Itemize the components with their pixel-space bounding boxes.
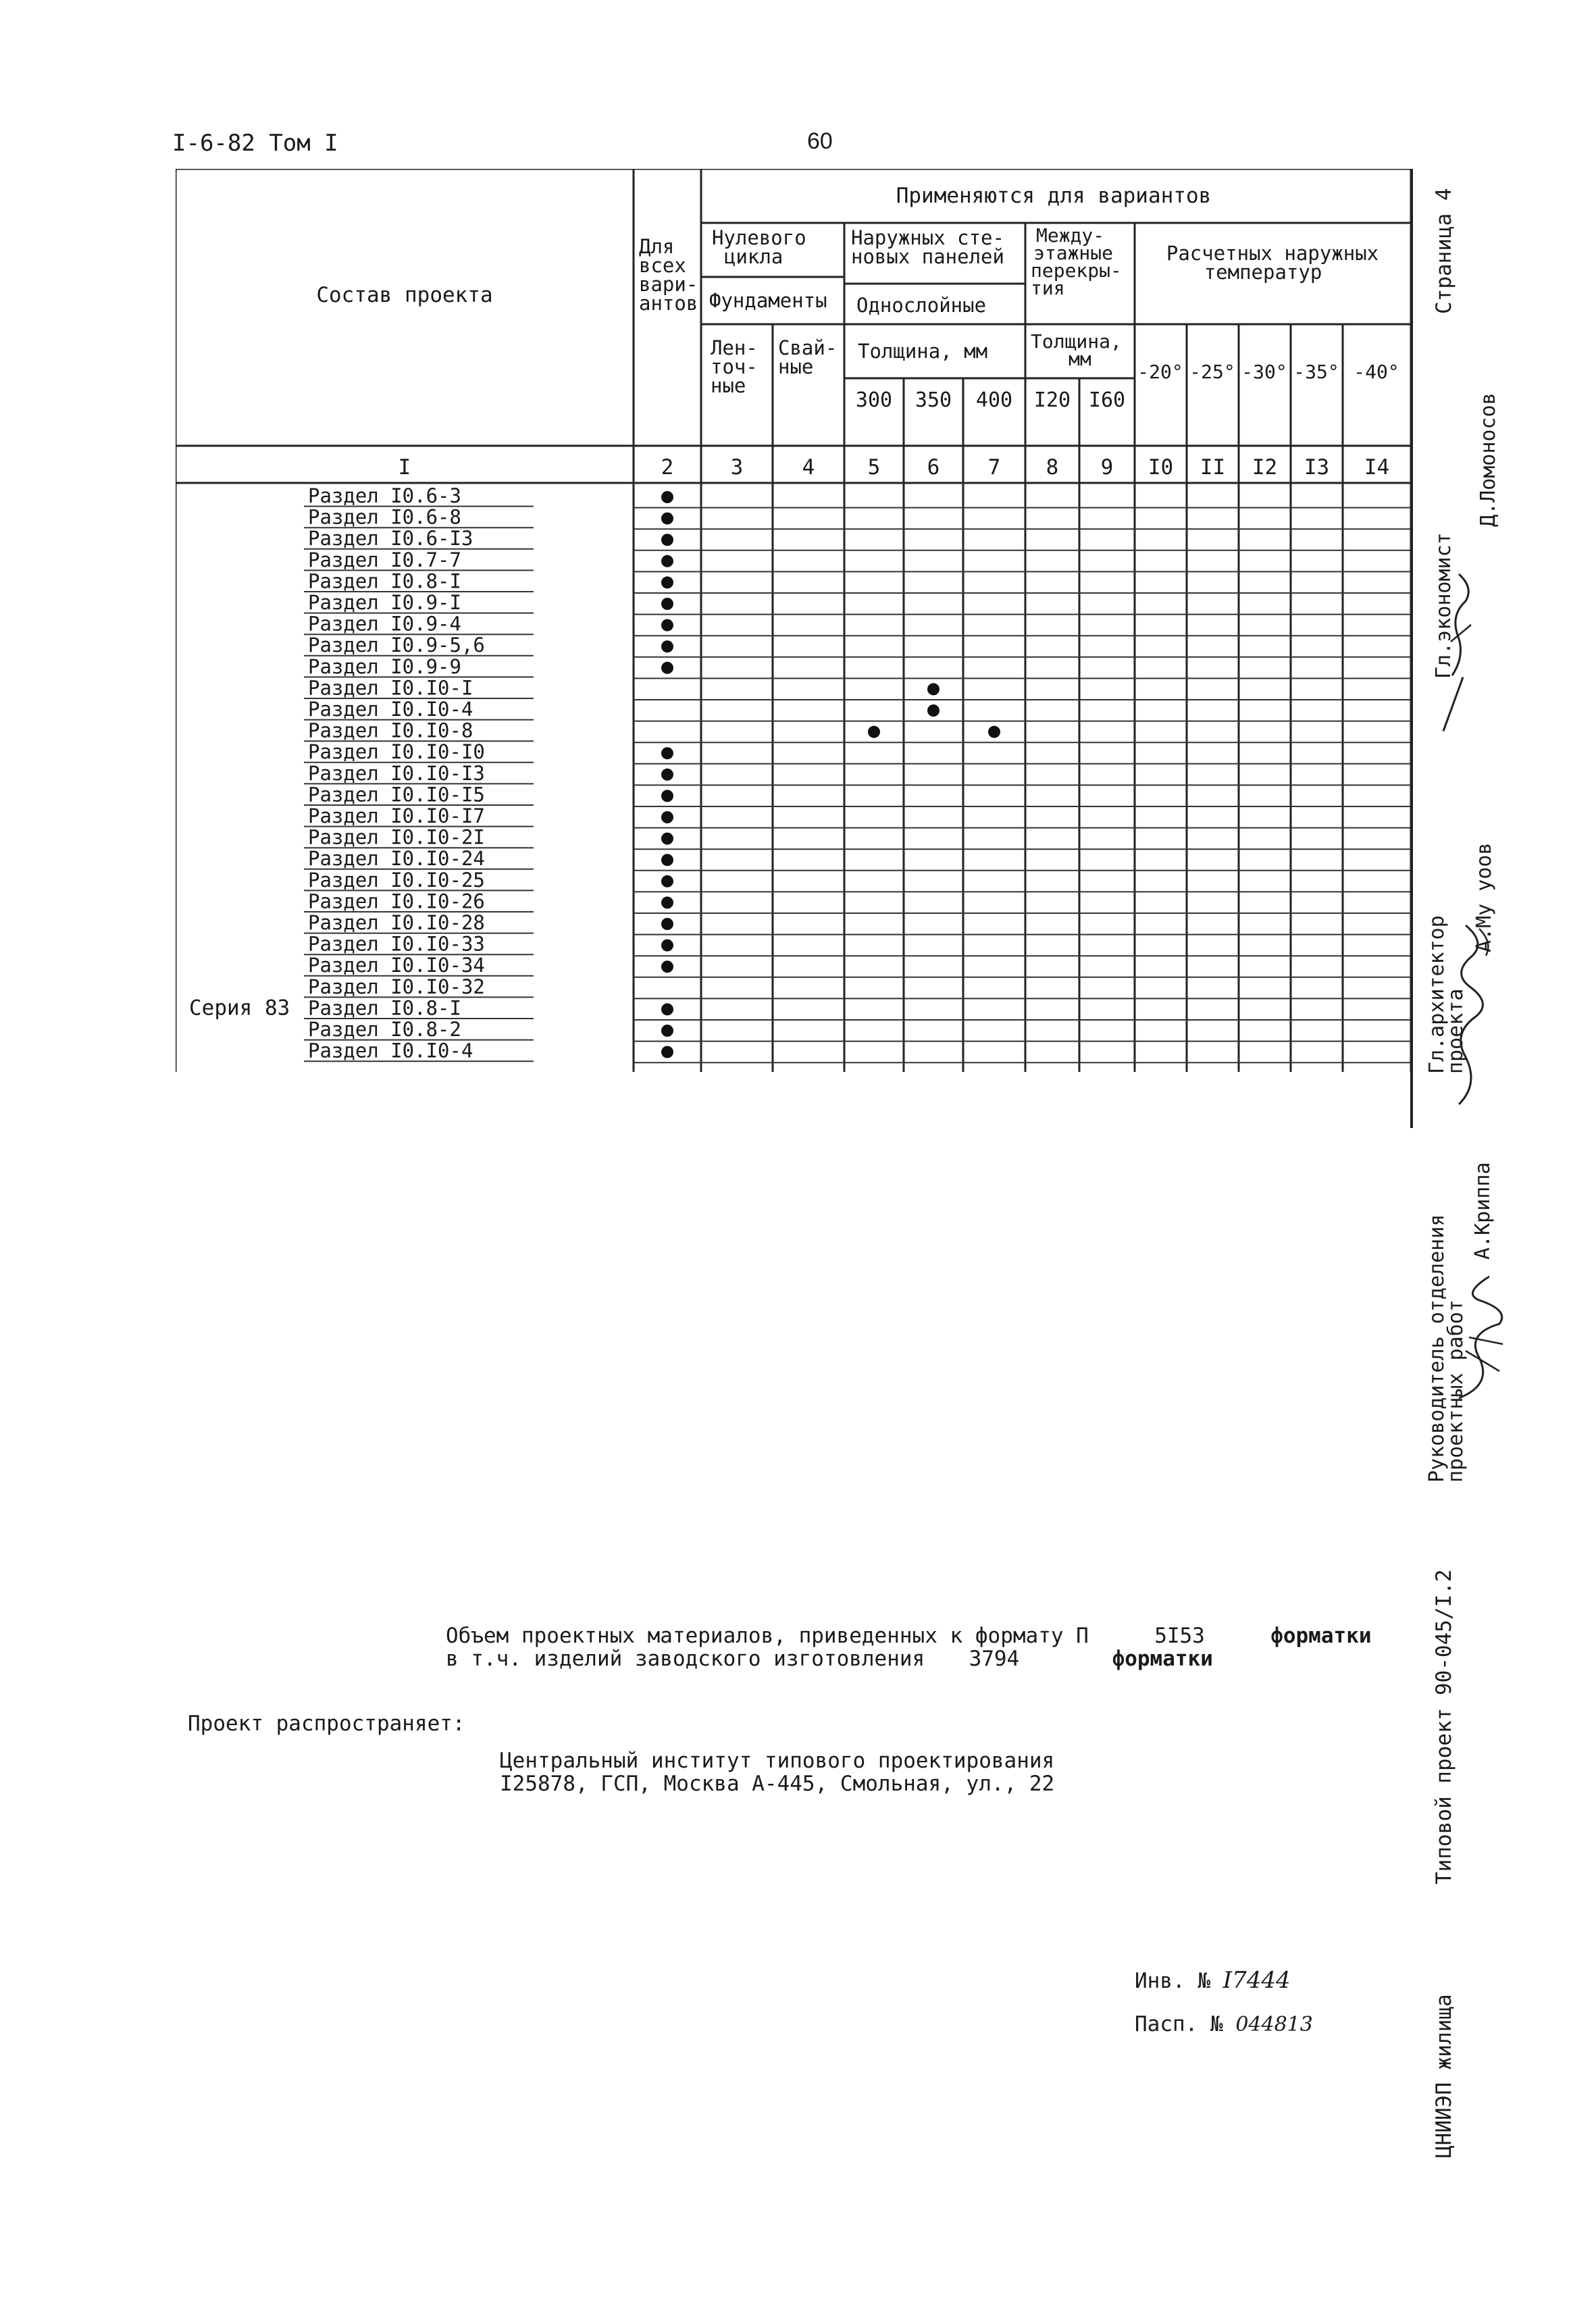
applicability-dot	[661, 918, 673, 930]
section-label: Раздел I0.I0-25	[308, 868, 485, 892]
document-code: I-6-82 Том I	[172, 130, 338, 157]
svg-text:мм: мм	[1069, 348, 1091, 370]
section-label: Раздел I0.8-I	[308, 569, 461, 593]
economist-name: Д.Ломоносов	[1476, 392, 1500, 527]
applied-for-header: Применяются для вариантов	[896, 184, 1212, 208]
svg-text:400: 400	[975, 388, 1013, 412]
volume-factory-unit: форматки	[1112, 1647, 1213, 1671]
column-number: I0	[1148, 455, 1174, 480]
row-marks	[661, 491, 1000, 1058]
applicability-dot	[927, 683, 939, 695]
project-number: Типовой проект 90-045/I.2	[1432, 1569, 1456, 1884]
column-number: 9	[1100, 455, 1114, 480]
floors-header	[1031, 224, 1122, 299]
applicability-dot	[661, 833, 673, 845]
section-label: Раздел I0.6-3	[308, 484, 461, 507]
economist-slash	[1443, 677, 1464, 731]
svg-text:Свай-: Свай-	[778, 336, 838, 359]
volume-total-unit: форматки	[1270, 1624, 1372, 1648]
applicability-dot	[661, 662, 673, 674]
distributor-line-1: Центральный институт типового проектирования	[500, 1749, 1055, 1773]
applicability-dot	[661, 875, 673, 888]
volume-total: 5I53	[1154, 1624, 1205, 1648]
outer-panels-header	[851, 226, 1004, 268]
strip-foundation-header	[711, 336, 758, 397]
svg-text:Толщина,: Толщина,	[1031, 330, 1122, 353]
volume-line-2: в т.ч. изделий заводского изготовления 3794 форматки	[446, 1647, 1213, 1671]
svg-text:-35°: -35°	[1293, 361, 1339, 383]
applicability-dot	[661, 619, 673, 632]
wall-thickness-values	[856, 388, 1012, 412]
svg-text:цикла: цикла	[724, 245, 783, 268]
section-label: Раздел I0.I0-24	[308, 847, 485, 871]
architect-name: А.Му уоов	[1472, 842, 1496, 952]
column-number: 4	[802, 455, 815, 480]
svg-text:-40°: -40°	[1354, 361, 1399, 383]
department-head-name: А.Криппа	[1471, 1162, 1495, 1260]
applicability-dot	[661, 1025, 673, 1037]
volume-factory: 3794	[969, 1647, 1020, 1671]
applicability-dot	[988, 726, 1000, 738]
economist-title: Гл.экономист	[1432, 532, 1456, 679]
section-label: Раздел I0.I0-33	[308, 932, 485, 956]
applicability-dot	[661, 640, 673, 652]
applicability-dot	[661, 811, 673, 823]
section-label: Раздел I0.I0-4	[308, 698, 473, 721]
column-number: 5	[867, 455, 881, 480]
project-composition-table	[176, 169, 1411, 1072]
svg-text:тия: тия	[1031, 277, 1065, 299]
series-label: Серия 83	[189, 996, 290, 1021]
volume-block	[446, 1624, 1372, 1670]
svg-text:I60: I60	[1088, 388, 1126, 412]
department-head-title-2: проектных работ	[1444, 1300, 1468, 1483]
applicability-dot	[661, 790, 673, 802]
page-number: 60	[807, 128, 833, 154]
column-number: 2	[661, 455, 674, 480]
architect-title-2: проекта	[1444, 988, 1468, 1074]
foundations-header: Фундаменты	[709, 289, 827, 312]
svg-text:350: 350	[915, 388, 952, 412]
inventory-number-value: I7444	[1222, 1967, 1291, 1994]
temperature-values	[1137, 361, 1399, 383]
row-labels	[308, 484, 485, 1062]
section-label: Раздел I0.8-I	[308, 996, 461, 1020]
temperatures-header	[1166, 242, 1379, 284]
column-number: I2	[1252, 455, 1278, 480]
organization: ЦНИИЭП жилища	[1432, 1994, 1456, 2158]
section-label: Раздел I0.9-I	[308, 591, 461, 614]
svg-text:Лен-: Лен-	[711, 336, 758, 359]
column-number: I3	[1304, 455, 1330, 480]
svg-text:температур: температур	[1204, 261, 1322, 284]
architect-signature	[1445, 915, 1499, 1111]
section-label: Раздел I0.I0-I5	[308, 783, 485, 806]
passport-number-value: 044813	[1235, 2013, 1313, 2036]
applicability-dot	[661, 513, 673, 525]
applicability-dot	[661, 576, 673, 588]
section-label: Раздел I0.I0-I7	[308, 804, 485, 827]
section-label: Раздел I0.I0-I0	[308, 740, 485, 764]
section-label: Раздел I0.I0-2I	[308, 825, 485, 849]
section-label: Раздел I0.I0-4	[308, 1039, 473, 1062]
department-head-signature	[1452, 1270, 1513, 1405]
applicability-dot	[661, 491, 673, 503]
wall-thickness-header: Толщина, мм	[858, 340, 988, 363]
section-label: Раздел I0.9-4	[308, 612, 461, 636]
composition-header: Состав проекта	[316, 283, 493, 307]
column-number: I4	[1364, 455, 1390, 480]
distributor-label: Проект распространяет:	[188, 1712, 465, 1736]
section-label: Раздел I0.I0-34	[308, 954, 485, 977]
svg-text:Для: Для	[639, 235, 675, 258]
applicability-dot	[661, 769, 673, 781]
svg-text:новых панелей: новых панелей	[851, 245, 1004, 268]
pile-foundation-header	[778, 336, 837, 378]
svg-text:перекры-: перекры-	[1031, 259, 1122, 282]
applicability-dot	[661, 598, 673, 610]
section-label: Раздел I0.I0-26	[308, 890, 485, 913]
page-label: Страница 4	[1432, 188, 1456, 314]
distributor-address	[500, 1749, 1054, 1795]
applicability-dot	[927, 704, 939, 717]
architect-title-1: Гл.архитектор	[1425, 915, 1449, 1074]
svg-text:-30°: -30°	[1241, 361, 1287, 383]
inventory-number: Инв. № I7444	[1135, 1967, 1291, 1994]
column-number: 7	[987, 455, 1001, 480]
svg-text:этажные: этажные	[1033, 242, 1114, 264]
section-label: Раздел I0.8-2	[308, 1018, 461, 1041]
svg-text:-25°: -25°	[1189, 361, 1235, 383]
svg-text:300: 300	[855, 388, 893, 412]
svg-text:точ-: точ-	[711, 355, 758, 378]
passport-number: Пасп. № 044813	[1135, 2012, 1313, 2036]
section-label: Раздел I0.7-7	[308, 548, 461, 571]
section-label: Раздел I0.I0-I	[308, 676, 473, 700]
section-label: Раздел I0.9-5,6	[308, 634, 485, 657]
applicability-dot	[661, 940, 673, 952]
economist-signature	[1445, 561, 1479, 682]
svg-text:антов: антов	[639, 292, 698, 315]
svg-text:ные: ные	[711, 374, 746, 397]
floor-thickness-header	[1031, 330, 1122, 370]
svg-text:Наружных сте-: Наружных сте-	[851, 226, 1004, 249]
department-head-title-1: Руководитель отделения	[1425, 1214, 1449, 1483]
column-number: 6	[927, 455, 940, 480]
applicability-dot	[661, 896, 673, 908]
svg-text:I20: I20	[1033, 388, 1071, 412]
svg-text:Расчетных наружных: Расчетных наружных	[1166, 242, 1379, 265]
applicability-dot	[661, 534, 673, 546]
svg-text:ные: ные	[778, 355, 814, 378]
svg-text:Между-: Между-	[1036, 224, 1105, 247]
svg-text:-20°: -20°	[1137, 361, 1183, 383]
column-number: 3	[730, 455, 744, 480]
volume-line-1: Объем проектных материалов, приведенных к формату П 5I53 форматки	[446, 1624, 1372, 1648]
applicability-dot	[661, 1003, 673, 1015]
distributor-line-2: I25878, ГСП, Москва А-445, Смольная, ул., 22	[500, 1772, 1055, 1796]
column-number: 8	[1046, 455, 1059, 480]
applicability-dot	[661, 854, 673, 866]
svg-text:вари-: вари-	[639, 273, 698, 296]
svg-text:Нулевого: Нулевого	[712, 226, 806, 249]
applicability-dot	[661, 960, 673, 973]
zero-cycle-header	[712, 226, 806, 268]
svg-text:всех: всех	[639, 254, 686, 277]
section-label: Раздел I0.6-8	[308, 505, 461, 529]
section-label: Раздел I0.I0-28	[308, 911, 485, 934]
column-number: I	[398, 455, 411, 480]
single-layer-header: Однослойные	[856, 294, 987, 317]
section-label: Раздел I0.I0-32	[308, 975, 485, 998]
applicability-dot	[661, 555, 673, 567]
section-label: Раздел I0.I0-8	[308, 719, 473, 742]
applicability-dot	[661, 747, 673, 759]
all-variants-header	[639, 235, 698, 315]
column-numbers	[398, 455, 1390, 480]
column-number: II	[1200, 455, 1226, 480]
side-stamp-line	[1410, 169, 1413, 1128]
section-label: Раздел I0.9-9	[308, 654, 461, 678]
section-label: Раздел I0.6-I3	[308, 527, 473, 550]
applicability-dot	[868, 726, 880, 738]
section-label: Раздел I0.I0-I3	[308, 761, 485, 785]
applicability-dot	[661, 1046, 673, 1058]
